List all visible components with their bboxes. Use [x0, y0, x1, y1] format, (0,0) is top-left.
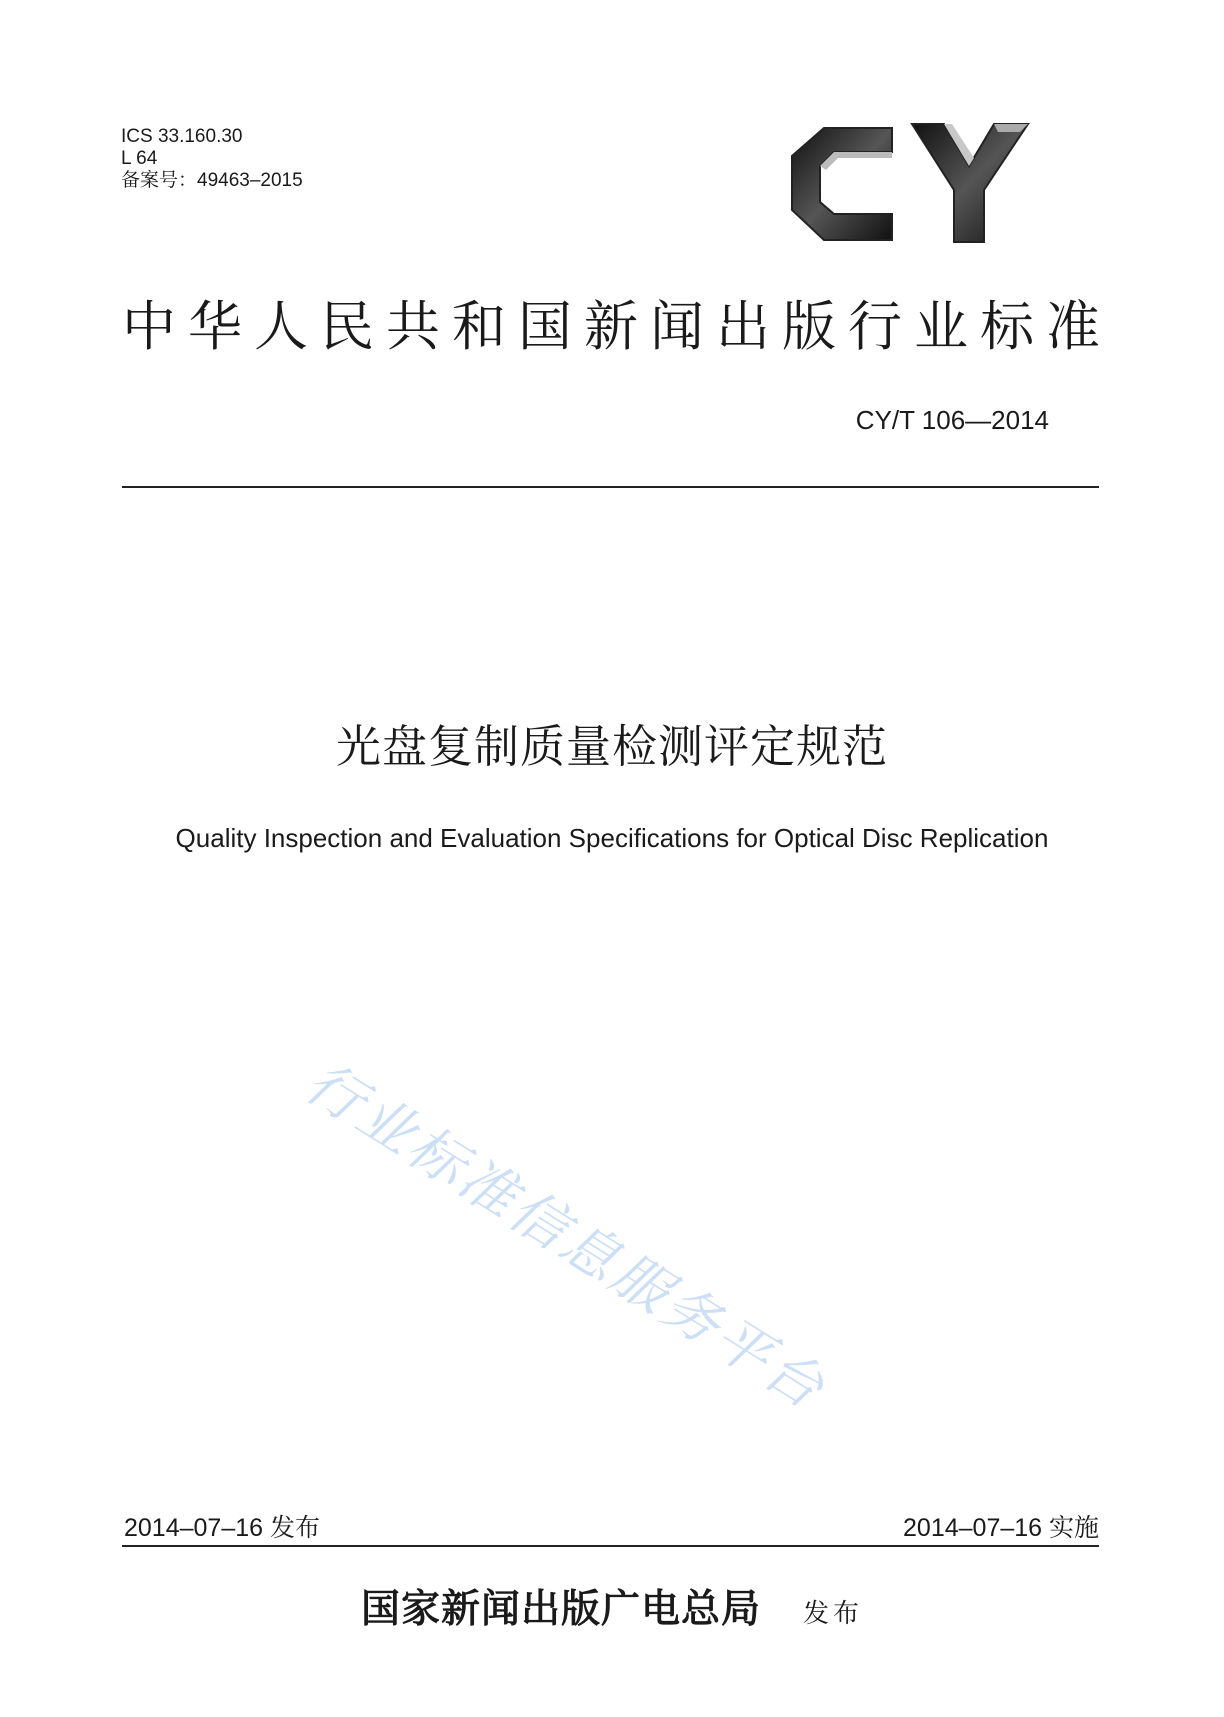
document-title-chinese: 光盘复制质量检测评定规范 [335, 720, 888, 773]
cy-logo [784, 118, 1032, 248]
filing-number: 备案号：49463–2015 [121, 170, 303, 191]
publisher-line [0, 1578, 1224, 1634]
publish-date: 2014–07–16 发布 [124, 1514, 320, 1542]
standard-number: CY/T 106—2014 [855, 405, 1049, 435]
ccs-code: L 64 [121, 148, 158, 169]
bottom-divider [122, 1545, 1099, 1547]
publish-action: 发布 [803, 1599, 864, 1629]
standard-type-heading: 中华人民共和国新闻出版行业标准 [122, 295, 1112, 358]
watermark: 行业标准信息服务平台 [294, 1050, 838, 1424]
classification-block [121, 126, 303, 192]
document-title-english: Quality Inspection and Evaluation Specifications for Optical Disc Replication [175, 823, 1049, 853]
ics-code: ICS 33.160.30 [121, 126, 243, 147]
publisher-name: 国家新闻出版广电总局 [360, 1586, 761, 1632]
implementation-date: 2014–07–16 实施 [903, 1514, 1099, 1542]
top-divider [122, 486, 1099, 488]
